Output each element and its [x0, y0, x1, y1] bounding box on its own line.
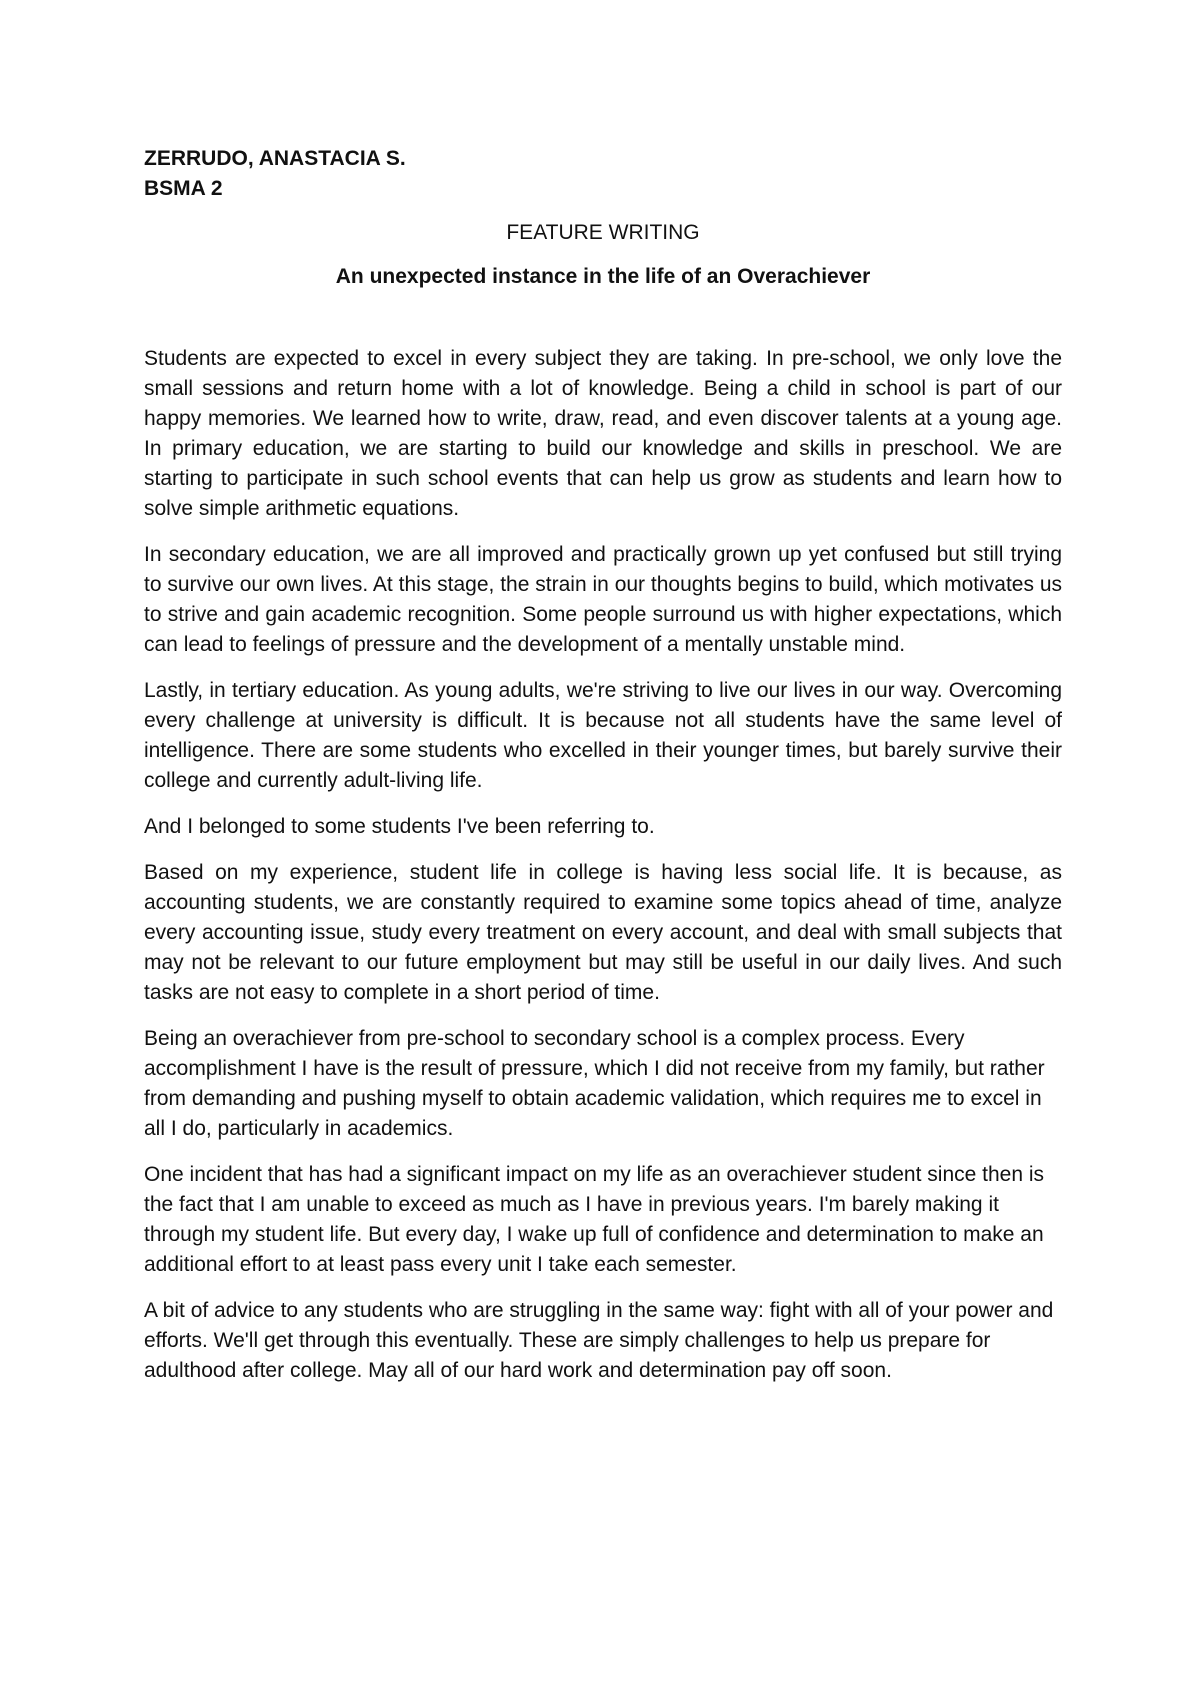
paragraph-3: Lastly, in tertiary education. As young adults, we're striving to live our lives in our way. Overcoming every challenge at university is difficult. It is because not all students have the same level of intelligence. There are some students who excelled in their younger times, but barely survive their college and currently adult-living life. [144, 679, 1062, 792]
author-name: ZERRUDO, ANASTACIA S. [144, 147, 406, 170]
paragraph-4: And I belonged to some students I've been referring to. [144, 815, 655, 838]
paragraph-1: Students are expected to excel in every subject they are taking. In pre-school, we only love the small sessions and return home with a lot of knowledge. Being a child in school is part of our happy memories. We learned how to write, draw, read, and even discover talents at a young age. In primary education, we are starting to build our knowledge and skills in preschool. We are starting to participate in such school events that can help us grow as students and learn how to solve simple arithmetic equations. [144, 347, 1062, 520]
body-text [144, 344, 1062, 1386]
document-type: FEATURE WRITING [506, 221, 700, 244]
paragraph-8: A bit of advice to any students who are struggling in the same way: fight with all of your power and efforts. We'll get through this eventually. These are simply challenges to help us prepare for adulthood after college. May all of our hard work and determination pay off soon. [144, 1299, 1054, 1382]
document-title: An unexpected instance in the life of an Overachiever [335, 265, 871, 288]
paragraph-2: In secondary education, we are all improved and practically grown up yet confused but still trying to survive our own lives. At this stage, the strain in our thoughts begins to build, which motivates us to strive and gain academic recognition. Some people surround us with higher expectations, which can lead to feelings of pressure and the development of a mentally unstable mind. [144, 543, 1062, 656]
paragraph-6: Being an overachiever from pre-school to secondary school is a complex process. Every accomplishment I have is the result of pressure, which I did not receive from my family, but rather from demanding and pushing myself to obtain academic validation, which requires me to excel in all I do, particularly in academics. [144, 1027, 1045, 1140]
document-content [144, 144, 1062, 1402]
paragraph-5: Based on my experience, student life in college is having less social life. It is because, as accounting students, we are constantly required to examine some topics ahead of time, analyze every accounting issue, study every treatment on every account, and deal with small subjects that may not be relevant to our future employment but may still be useful in our daily lives. And such tasks are not easy to complete in a short period of time. [144, 861, 1062, 1004]
paragraph-7: One incident that has had a significant impact on my life as an overachiever student since then is the fact that I am unable to exceed as much as I have in previous years. I'm barely making it through my student life. But every day, I wake up full of confidence and determination to make an additional effort to at least pass every unit I take each semester. [144, 1163, 1045, 1276]
course-section: BSMA 2 [144, 177, 223, 200]
